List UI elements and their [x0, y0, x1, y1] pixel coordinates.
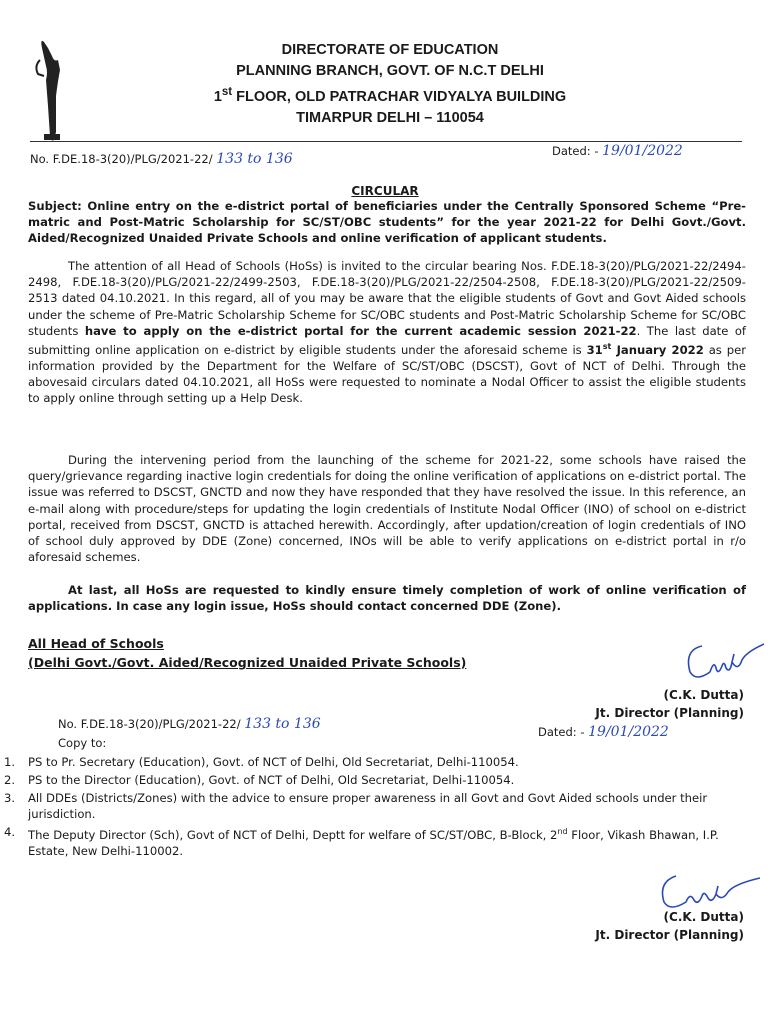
handwritten-number: 133 to 136 [244, 716, 321, 732]
date-field: Dated: - 19/01/2022 [552, 143, 683, 159]
signatory-block [595, 908, 744, 944]
handwritten-number: 133 to 136 [216, 151, 293, 167]
addressee-line-2: (Delhi Govt./Govt. Aided/Recognized Unaided Private Schools) [28, 655, 467, 670]
list-item: 3. All DDEs (Districts/Zones) with the advice to ensure proper awareness in all Govt and Govt Aided schools under their jurisdiction. [4, 791, 708, 821]
letterhead [120, 40, 660, 129]
addressee [28, 634, 466, 672]
list-item: 4. The Deputy Director (Sch), Govt of NCT of Delhi, Deptt for welfare of SC/ST/OBC, B-Block, 2nd Floor, Vikash Bhawan, I.P. Estate, New Delhi-110002. [4, 825, 719, 858]
handwritten-signature [676, 632, 768, 688]
letterhead-line-1: DIRECTORATE OF EDUCATION [281, 42, 499, 58]
copy-to-label: Copy to: [58, 736, 107, 750]
header-divider [30, 141, 742, 142]
paragraph-1: The attention of all Head of Schools (HoSs) is invited to the circular bearing Nos. F.DE.18-3(20)/PLG/2021-22/2494-2498, F.DE.18-3(20)/PLG/2021-22/2499-2503, F.DE.18-3(20)/PLG/2021-22/2504-2508, F.DE.18-3(20)/PLG/2021-22/2509-2513 dated 04.10.2021. In this regard, all of you may be aware that the eligible students of Govt and Govt Aided schools under the scheme of Pre-Matric Scholarship Scheme for SC/OBC students and Post-Matric Scholarship Scheme for SC/OBC students have to apply on the e-district portal for the current academic session 2021-22. The last date of submitting online application on e-district by eligible students under the aforesaid scheme is 31st January 2022 as per information provided by the Department for the Welfare of SC/ST/OBC (DSCST), Govt of NCT of Delhi. Through the abovesaid circulars dated 04.10.2021, all HoSs were requested to nominate a Nodal Officer to assist the eligible students to apply online through setting up a Help Desk. [28, 259, 747, 406]
list-item: 2. PS to the Director (Education), Govt. of NCT of Delhi, Old Secretariat, Delhi-110054. [4, 773, 515, 787]
handwritten-date: 19/01/2022 [602, 143, 683, 159]
handwritten-date: 19/01/2022 [588, 724, 669, 740]
signatory-name: (C.K. Dutta) [663, 910, 744, 924]
letterhead-line-4: TIMARPUR DELHI – 110054 [296, 109, 484, 126]
subject-line: Subject: Online entry on the e-district portal of beneficiaries under the Centrally Sponsored Scheme “Pre-matric and Post-Matric Scholarship for SC/ST/OBC students” for the year 2021-22 for Delhi Govt./Govt. Aided/Recognized Unaided Private Schools and online verification of applicant students. [28, 199, 746, 246]
letterhead-line-2: PLANNING BRANCH, GOVT. OF N.C.T DELHI [236, 63, 544, 79]
copy-reference-number: No. F.DE.18-3(20)/PLG/2021-22/ 133 to 136 [58, 716, 321, 732]
paragraph-3: At last, all HoSs are requested to kindly ensure timely completion of work of online verification of applications. In case any login issue, HoSs should contact concerned DDE (Zone). [28, 583, 746, 614]
addressee-line-1: All Head of Schools [28, 636, 164, 651]
circular-title: CIRCULAR [351, 184, 419, 198]
signatory-designation: Jt. Director (Planning) [595, 928, 744, 942]
signatory-designation: Jt. Director (Planning) [595, 706, 744, 720]
ashoka-emblem-icon [30, 36, 74, 148]
copy-to-list [4, 754, 746, 861]
list-item: 1. PS to Pr. Secretary (Education), Govt. of NCT of Delhi, Old Secretariat, Delhi-110054. [4, 755, 519, 769]
copy-date-field: Dated: - 19/01/2022 [538, 724, 669, 740]
signatory-name: (C.K. Dutta) [663, 688, 744, 702]
reference-number: No. F.DE.18-3(20)/PLG/2021-22/ 133 to 136 [30, 151, 293, 167]
paragraph-2: During the intervening period from the launching of the scheme for 2021-22, some schools have raised the query/grievance regarding inactive login credentials for doing the online verification of applications on e-district portal. The issue was referred to DSCST, GNCTD and now they have responded that they have resolved the issue. In this reference, an e-mail along with procedure/steps for updating the login credentials of Institute Nodal Officer (INO) of school on e-district portal, received from DSCST, GNCTD is attached herewith. Accordingly, after updation/creation of login credentials of INO of school duly approved by DDE (Zone) concerned, INOs will be able to verify applications on e-district portal in r/o aforesaid schemes. [28, 453, 746, 565]
letterhead-line-3: 1st FLOOR, OLD PATRACHAR VIDYALYA BUILDING [213, 86, 567, 105]
signatory-block [595, 686, 744, 722]
